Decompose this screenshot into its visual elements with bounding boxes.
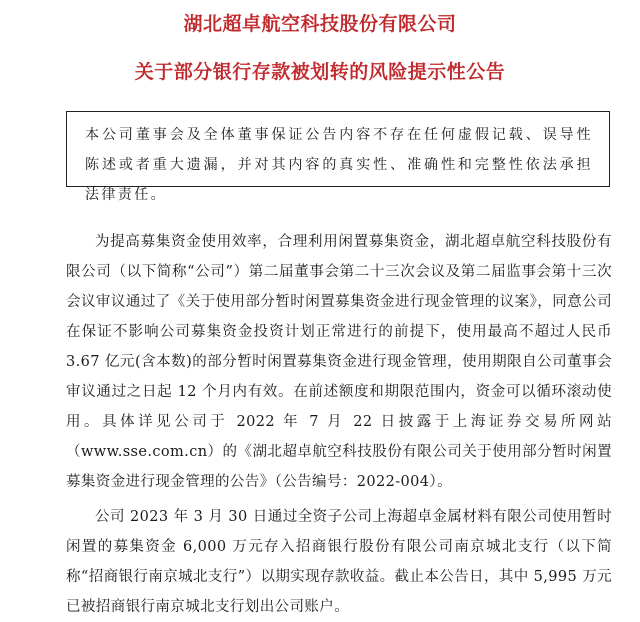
body-paragraph-deposit-transfer: 公司 2023 年 3 月 30 日通过全资子公司上海超卓金属材料有限公司使用暂时闲置的募集资金 6,000 万元存入招商银行股份有限公司南京城北支行（以下简称“招商银行南京城北支行”）以期实现存款收益。截止本公告日，其中 5,995 万元已被招商银行南京城北支行划出公司账户。 — [66, 509, 612, 615]
board-guarantee-notice — [66, 111, 610, 203]
body-paragraph-cash-management: 为提高募集资金使用效率，合理利用闲置募集资金，湖北超卓航空科技股份有限公司（以下简称“公司”）第二届董事会第二十三次会议及第二届监事会第十三次会议审议通过了《关于使用部分暂时闲置募集资金进行现金管理的议案》，同意公司在保证不影响公司募集资金投资计划正常进行的前提下，使用最高不超过人民币 3.67 亿元(含本数)的部分暂时闲置募集资金进行现金管理，使用期限自公司董事会审议通过之日起 12 个月内有效。在前述额度和期限范围内，资金可以循环滚动使用。具体详见公司于 2022 年 7 月 22 日披露于上海证券交易所网站（www.sse.com.cn）的《湖北超卓航空科技股份有限公司关于使用部分暂时闲置募集资金进行现金管理的公告》（公告编号：2022-004）。 — [66, 234, 612, 490]
company-title: 湖北超卓航空科技股份有限公司 — [183, 13, 457, 35]
announcement-title: 关于部分银行存款被划转的风险提示性公告 — [134, 61, 506, 83]
notice-text: 本公司董事会及全体董事保证公告内容不存在任何虚假记载、误导性陈述或者重大遗漏，并对其内容的真实性、准确性和完整性依法承担法律责任。 — [85, 127, 593, 203]
